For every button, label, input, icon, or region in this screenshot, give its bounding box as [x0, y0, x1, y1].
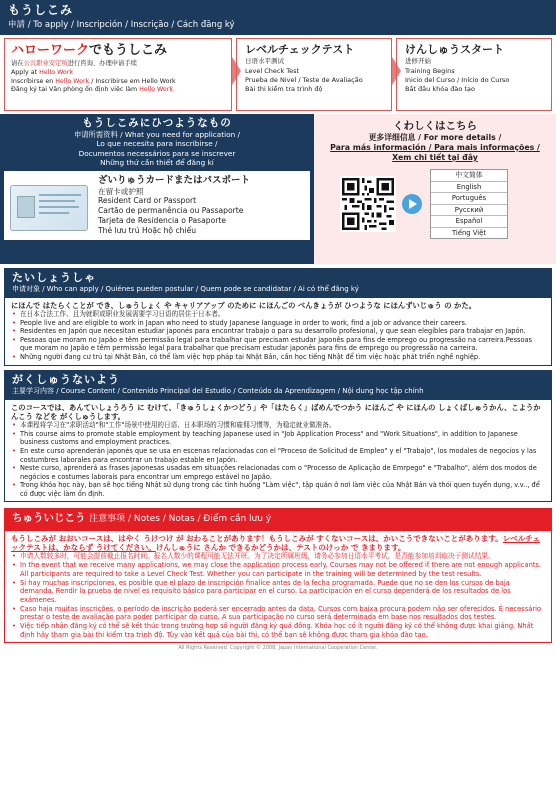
play-arrow-icon[interactable] — [402, 194, 422, 214]
notes-header — [4, 508, 552, 529]
list-item: • Neste curso, aprenderá as frases japonesas usadas em situações relacionadas com o "Processo de Aplicação de Emrpego" e "Trabalho", além dos modos de negócios e costumes laborais para encontrar um emprego estável no Japão. — [11, 464, 545, 481]
resident-card-line: Resident Card or Passport — [98, 196, 197, 206]
eligibility-subtitle: 申请对象 / Who can apply / Quiénes pueden postular / Quem pode se candidatar / Ai có thể đăng ký — [12, 285, 359, 294]
step2-line: 日语水平测试 — [245, 57, 284, 66]
details-sub: 更多详细信息 / For more details / — [368, 132, 502, 142]
page-title: もうしこみ — [8, 3, 74, 17]
copyright-footer: All Rights Reserved. Copyright © 2008, Japan International Cooperation Center. — [178, 645, 378, 652]
requirements-sub: Documentos necessários para se inscrever — [78, 148, 236, 158]
list-item: • En este curso aprenderán japonés que se usa en escenas relacionadas con el "Proceso de Solicitud de Empleo" y el "Trabajo", los modales de negocios y las costumbres laborales para encontrar un trabajo estable en Japón. — [11, 447, 545, 464]
step3-title: けんしゅうスタート — [405, 42, 504, 56]
resident-card-text — [98, 175, 250, 236]
eligibility-header — [4, 268, 552, 298]
resident-card-line: 在留卡或护照 — [98, 186, 144, 196]
id-card-icon — [10, 185, 88, 231]
language-link[interactable]: Tiếng Việt — [451, 228, 487, 237]
notes-lead: もうしこみが おおいコースは、はやく うけつけ が おわることがあります！もうしこみが すくないコースは、かいこうできないことがあります。レベルチェックテストは、かならず うけてください。けんしゅうに さんか できるかどうかは、テストのけっか で きまります。 — [11, 533, 540, 553]
list-item: • Caso haja muitas inscrições, o período de inscrição poderá ser encerrado antes da data. Cursos com baixa procura podem não ser oferecidos. É necessário prestar o teste de avaliação para poder participar do curso. A sua participação no curso será determinada em base nos resultados dos testes. — [11, 605, 545, 622]
list-item: • Residentes en Japón que necesitan estudiar japonés para encontrar trabajo o para su desarrollo profesional, y que sean elegibles para trabajar en Japón. — [11, 327, 545, 336]
content-header — [4, 370, 552, 400]
eligibility-title: たいしょうしゃ — [12, 270, 96, 284]
step1-line: Đăng ký tại Văn phòng ổn định việc làm Hello Work — [11, 86, 173, 94]
eligibility-box — [4, 297, 552, 365]
eligibility-lead: にほんで はたらくことが でき、しゅうしょく や キャリアアップ のために にほんごの べんきょうが ひつような にほんずいじゅう の かた。 — [11, 301, 476, 311]
qr-row — [318, 169, 552, 239]
list-item: • 本课程将学习在"求职活动"和"工作"场景中使用的日语、日本职场的习惯和雇佣习惯等，为稳定就业做准备。 — [11, 421, 545, 430]
list-item: • Pessoas que moram no Japão e têm permissão legal para trabalhar que precisam estudar japonês para fins de emprego ou progressão na carreira.Pessoas que moram no Japão e têm permissão legal para trabalhar que precisam estudar japonês para fins de emprego ou progressão na carreira. — [11, 336, 545, 353]
list-item: • Trong khóa học này, bạn sẽ học tiếng Nhật sử dụng trong các tình huống "Làm việc", tập quán ở nơi làm việc của Nhật Bản và thói quen tuyển dụng, v.v.., để có được việc làm ổn định. — [11, 481, 545, 498]
resident-card-line: Cartão de permanência ou Passaporte — [98, 206, 244, 216]
eligibility-list — [11, 310, 545, 361]
notes-list — [11, 552, 545, 639]
requirements-sub: Những thứ cần thiết để đăng kí — [100, 158, 214, 168]
language-link[interactable]: Português — [431, 193, 507, 204]
step1-line: Apply at Hello Work — [11, 68, 74, 76]
list-item: • In the event that we receive many applications, we may close the application process early. Courses may not be offered if there are not enough applicants. All participants are required to take a Level Check Test. Whether you can participate in the training will be determined by the test results. — [11, 561, 545, 578]
requirements-title: もうしこみにひつようなもの — [82, 116, 232, 129]
requirements-sub: 申请所需资料 / What you need for application / — [73, 129, 241, 139]
list-item: • Những người đang cư trú tại Nhật Bản, có thể làm việc hợp pháp tại Nhật Bản, cần học tiếng Nhật để tìm việc hoặc phát triển nghề nghiệp. — [11, 353, 545, 362]
list-item: • Việc tiếp nhận đăng ký có thể sẽ kết thúc trong trường hợp số người đăng ký quá đông. Khóa học có ít người đăng ký có thể không được khai giảng. Nhất định hãy tham gia bài thi kiểm tra trình độ. Tùy vào kết quả của bài thi, có thể bạn sẽ không được tham gia khóa đào tạo. — [11, 622, 545, 639]
details-panel — [314, 114, 556, 264]
resident-card-line: Thẻ lưu trú Hoặc hộ chiếu — [98, 226, 197, 235]
step2-line: Bài thi kiểm tra trình độ — [245, 84, 323, 93]
resident-card-box — [4, 171, 310, 240]
list-item: • 在日本合法工作、且为就职或职业发展需要学习日语的居住于日本者。 — [11, 310, 545, 319]
requirements-details-row — [0, 114, 556, 264]
content-lead: このコースでは、あんていしょうろう に むけて、「きゅうしょくかつどう」や「はたらく」ばめんでつかう にほんご や にほんの しょくばしゅうかん、こようかんこう などを がくしゅうします。 — [11, 403, 541, 422]
language-link[interactable]: Русский — [431, 205, 507, 216]
step2-line: Level Check Test — [245, 66, 300, 75]
details-title: くわしくはこちら — [393, 119, 477, 132]
content-box — [4, 399, 552, 502]
apply-header — [0, 0, 556, 35]
step2-line: Prueba de Nivel / Teste de Avaliação — [245, 75, 363, 84]
content-title: がくしゅうないよう — [12, 372, 120, 386]
step-training-start — [396, 38, 552, 111]
requirements-sub: Lo que necesita para inscribirse / — [96, 139, 218, 149]
step1-line: 请在公共职业安定所进行咨询、办理申请手续 — [11, 59, 137, 67]
notes-box — [4, 530, 552, 644]
step3-line: 进修开始 — [405, 57, 431, 66]
notes-title: ちゅういじこう 注意事项 / Notes / Notas / Điểm cần lưu ý — [12, 512, 272, 525]
step1-line: Inscríbirse en Hello Work / Inscribirse em Hello Work — [11, 77, 176, 85]
language-link[interactable]: Español — [431, 216, 507, 227]
step3-line: Training Begins — [405, 66, 455, 75]
step2-title: レベルチェックテスト — [245, 42, 355, 56]
step-level-check — [236, 38, 392, 111]
page-subtitle: 申請 / To apply / Inscripción / Inscrição / Cách đăng ký — [8, 20, 235, 30]
language-list — [430, 169, 508, 239]
language-link[interactable]: English — [431, 182, 507, 193]
list-item: • Si hay muchas inscripciones, es posible que el plazo de inscripción finalice antes de la fecha programada. Puede que no se den los cursos de baja demanda. Rendir la prueba de nivel es requisito básico para participar en el curso. La participación en el curso dependerá de los resultados de los exámenes. — [11, 579, 545, 605]
qr-code-icon[interactable] — [340, 176, 396, 232]
details-sub: Xem chi tiết tại đây — [392, 153, 478, 162]
step3-line: Inicio del Curso / Início do Curso — [405, 75, 510, 84]
list-item: • People live and are eligible to work in Japan who need to study Japanese language in order to work, find a job or advance their careers. — [11, 319, 545, 328]
steps-row — [0, 35, 556, 111]
step-hellowork — [4, 38, 232, 111]
resident-card-title: ざいりゅうカードまたはパスポート — [98, 174, 251, 186]
list-item: • This course aims to promote stable employment by teaching Japanese used in "Job Application Process" and "Work Situations", in addition to Japanese business customs and employment practices. — [11, 430, 545, 447]
resident-card-line: Tarjeta de Residencia o Pasaporte — [98, 216, 227, 226]
step1-title: ハローワークでもうしこみ — [11, 42, 168, 58]
language-link[interactable]: 中文简体 — [431, 170, 507, 181]
list-item: • 申请人数较多时，可能会提前截止报名时间。报名人数少的课程可能无法开班。为了决定所属班级，请务必参加日语水平考试，是否能参加培训取决于测试结果。 — [11, 552, 545, 561]
details-sub: Para más información / Para mais informações / — [330, 142, 540, 152]
content-list — [11, 421, 545, 498]
step3-line: Bắt đầu khóa đào tạo — [405, 84, 475, 93]
requirements-panel — [0, 114, 314, 264]
content-subtitle: 主要学习内容 / Course Content / Contenido Principal del Estudio / Conteúdo da Aprendizagem / Nội dung học tập chính — [12, 387, 424, 396]
